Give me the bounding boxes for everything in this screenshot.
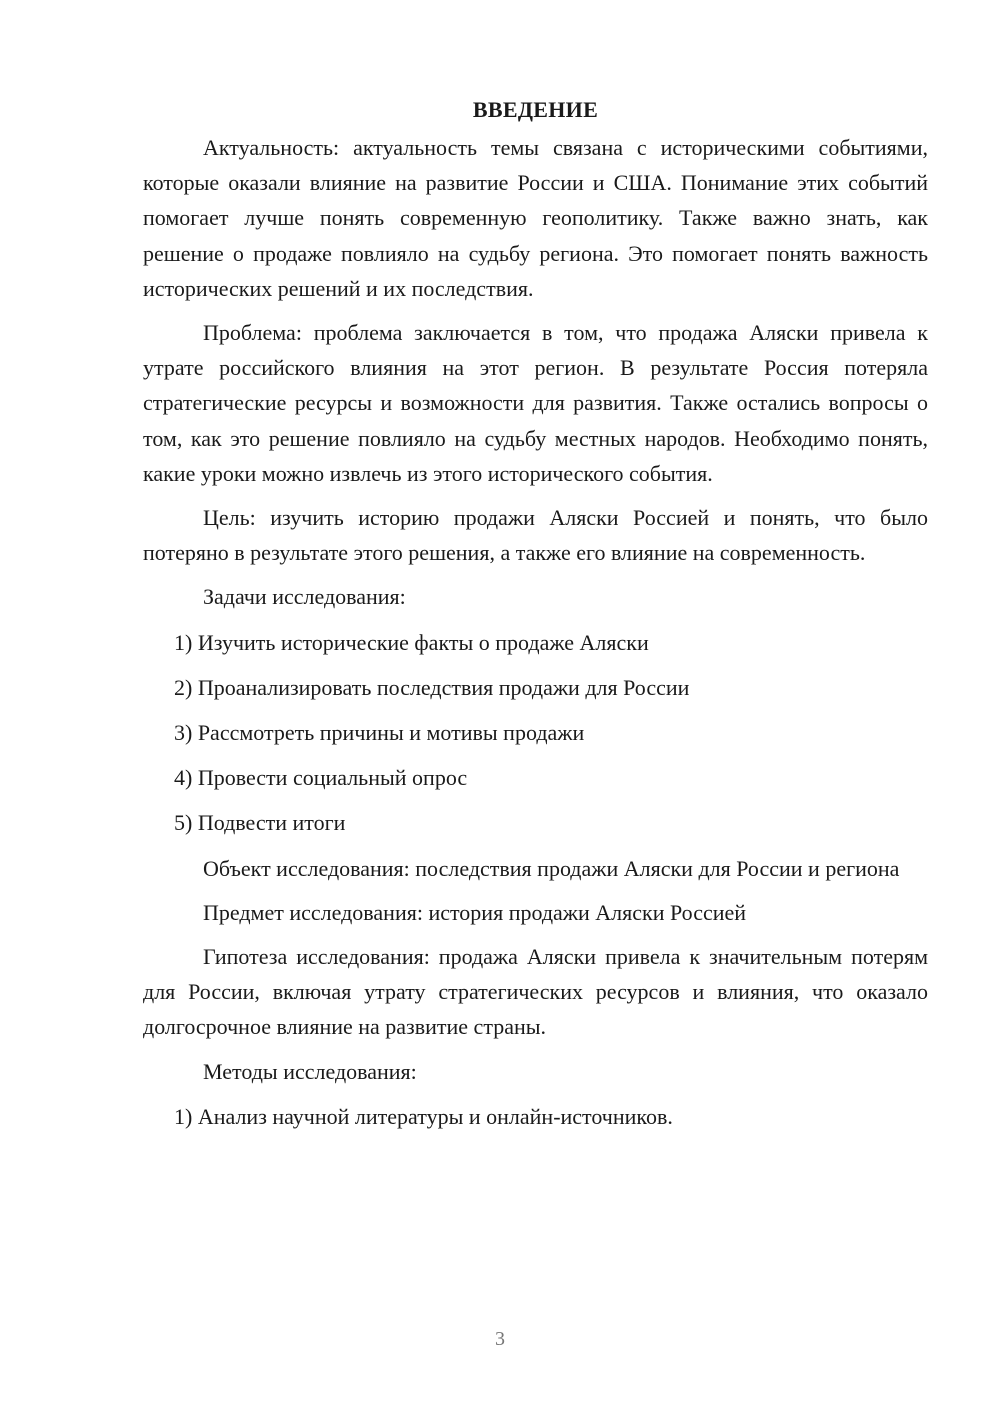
tasks-list (143, 625, 928, 841)
list-item: 4) Провести социальный опрос (174, 765, 468, 791)
list-item: 3) Рассмотреть причины и мотивы продажи (174, 720, 585, 746)
paragraph-object: Объект исследования: последствия продажи Аляски для России и региона (203, 855, 900, 881)
list-item: 2) Проанализировать последствия продажи для России (174, 674, 690, 700)
paragraph-goal: Цель: изучить историю продажи Аляски Россией и понять, что было потеряно в результате этого решения, а также его влияние на современность. (143, 505, 928, 566)
page-number: 3 (495, 1328, 505, 1350)
document-page (143, 90, 928, 1144)
list-item: 1) Анализ научной литературы и онлайн-источников. (174, 1103, 673, 1129)
list-item: 5) Подвести итоги (174, 810, 346, 836)
tasks-title: Задачи исследования: (203, 584, 406, 610)
paragraph-relevance: Актуальность: актуальность темы связана с историческими событиями, которые оказали влияние на развитие России и США. Понимание этих событий помогает лучше понять современную геополитику. Также важно знать, как решение о продаже повлияло на судьбу региона. Это помогает понять важность исторических решений и их последствия. (143, 135, 928, 301)
paragraph-problem: Проблема: проблема заключается в том, что продажа Аляски привела к утрате российского влияния на этот регион. В результате Россия потеряла стратегические ресурсы и возможности для развития. Также остались вопросы о том, как это решение повлияло на судьбу местных народов. Необходимо понять, какие уроки можно извлечь из этого исторического события. (143, 320, 928, 486)
paragraph-subject: Предмет исследования: история продажи Аляски Россией (203, 899, 747, 925)
list-item: 1) Изучить исторические факты о продаже Аляски (174, 629, 649, 655)
methods-title: Методы исследования: (203, 1058, 417, 1084)
paragraph-hypothesis: Гипотеза исследования: продажа Аляски привела к значительным потерям для России, включая утрату стратегических ресурсов и влияния, что оказало долгосрочное влияние на развитие страны. (143, 944, 928, 1040)
page-title: ВВЕДЕНИЕ (472, 97, 599, 122)
methods-list (143, 1099, 928, 1134)
